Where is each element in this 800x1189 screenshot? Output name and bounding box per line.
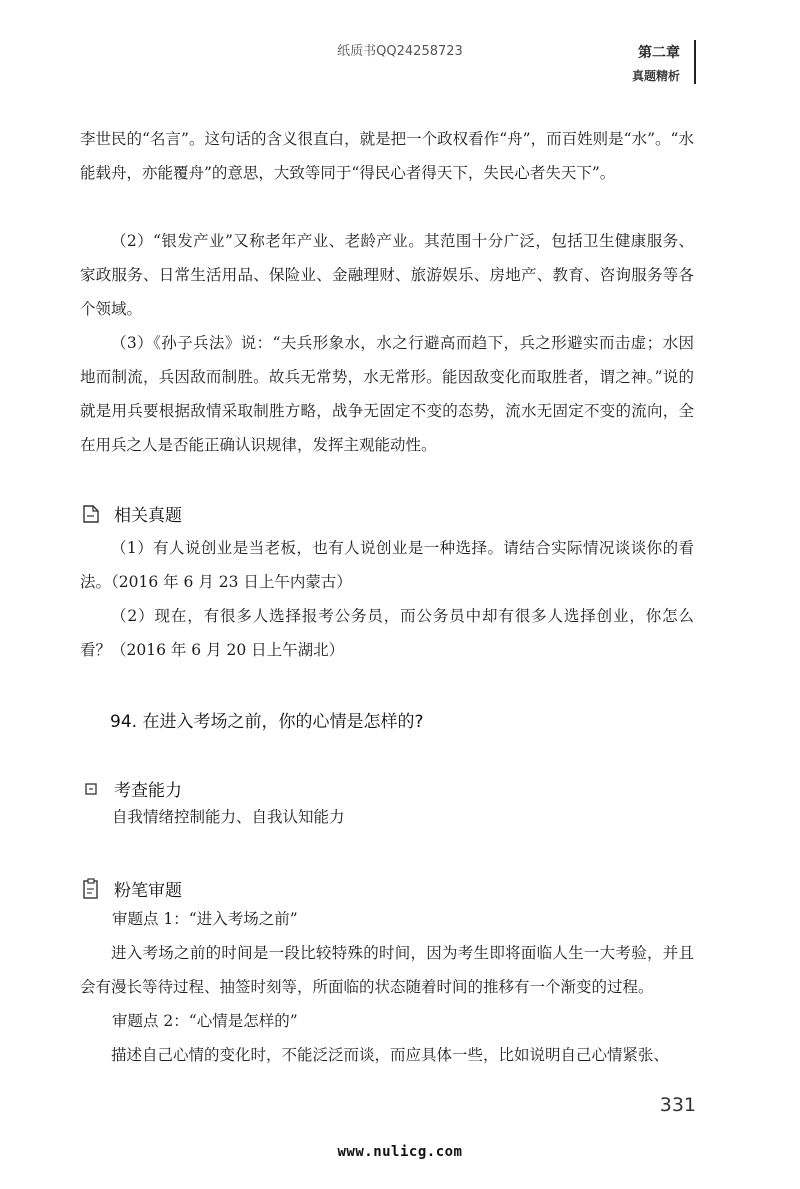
related-title-text: 相关真题 (114, 506, 182, 526)
analysis-point-1-label: 审题点 1：“进入考场之前” (112, 910, 298, 928)
related-item-2: （2）现在，有很多人选择报考公务员，而公务员中却有很多人选择创业，你怎么看？（2016 年 6 月 20 日上午湖北） (80, 607, 694, 659)
page-number: 331 (659, 1094, 696, 1116)
box-icon (80, 778, 102, 800)
ability-text: 自我情绪控制能力、自我认知能力 (112, 808, 345, 826)
paragraph-3: （3）《孙子兵法》说：“夫兵形象水，水之行避高而趋下，兵之形避实而击虚；水因地而制流，兵因敌而制胜。故兵无常势，水无常形。能因敌变化而取胜者，谓之神。”说的就是用兵要根据敌情采取制胜方略，战争无固定不变的态势，流水无固定不变的流向，全在用兵之人是否能正确认识规律，发挥主观能动性。 (80, 334, 694, 454)
paragraph-2: （2）“银发产业”又称老年产业、老龄产业。其范围十分广泛，包括卫生健康服务、家政服务、日常生活用品、保险业、金融理财、旅游娱乐、房地产、教育、咨询服务等各个领域。 (80, 232, 694, 318)
analysis-title-text: 粉笔审题 (114, 881, 182, 901)
chapter-title: 第二章 (638, 45, 680, 61)
analysis-point-2-label: 审题点 2：“心情是怎样的” (112, 1012, 298, 1030)
question-heading: 94. 在进入考场之前，你的心情是怎样的? (110, 712, 424, 732)
ability-section-title (80, 776, 182, 801)
related-item-1: （1）有人说创业是当老板，也有人说创业是一种选择。请结合实际情况谈谈你的看法。（2016 年 6 月 23 日上午内蒙古） (80, 539, 694, 591)
analysis-point-2-text: 描述自己心情的变化时，不能泛泛而谈，而应具体一些，比如说明自己心情紧张、 (111, 1046, 670, 1064)
chapter-subtitle: 真题精析 (631, 69, 680, 83)
ability-title-text: 考查能力 (114, 781, 182, 801)
footer-url: www.nulicg.com (337, 1144, 463, 1160)
document-icon (80, 503, 102, 525)
clipboard-icon (80, 878, 102, 900)
analysis-point-1-text: 进入考场之前的时间是一段比较特殊的时间，因为考生即将面临人生一大考验，并且会有漫长等待过程、抽签时刻等，所面临的状态随着时间的推移有一个渐变的过程。 (80, 944, 694, 996)
paragraph-continuation: 李世民的“名言”。这句话的含义很直白，就是把一个政权看作“舟”，而百姓则是“水”。“水能载舟，亦能覆舟”的意思，大致等同于“得民心者得天下，失民心者失天下”。 (80, 130, 694, 182)
related-section-title (80, 501, 182, 526)
header-source-text: 纸质书QQ24258723 (337, 44, 463, 59)
header-divider (694, 40, 696, 84)
analysis-section-title (80, 876, 182, 901)
